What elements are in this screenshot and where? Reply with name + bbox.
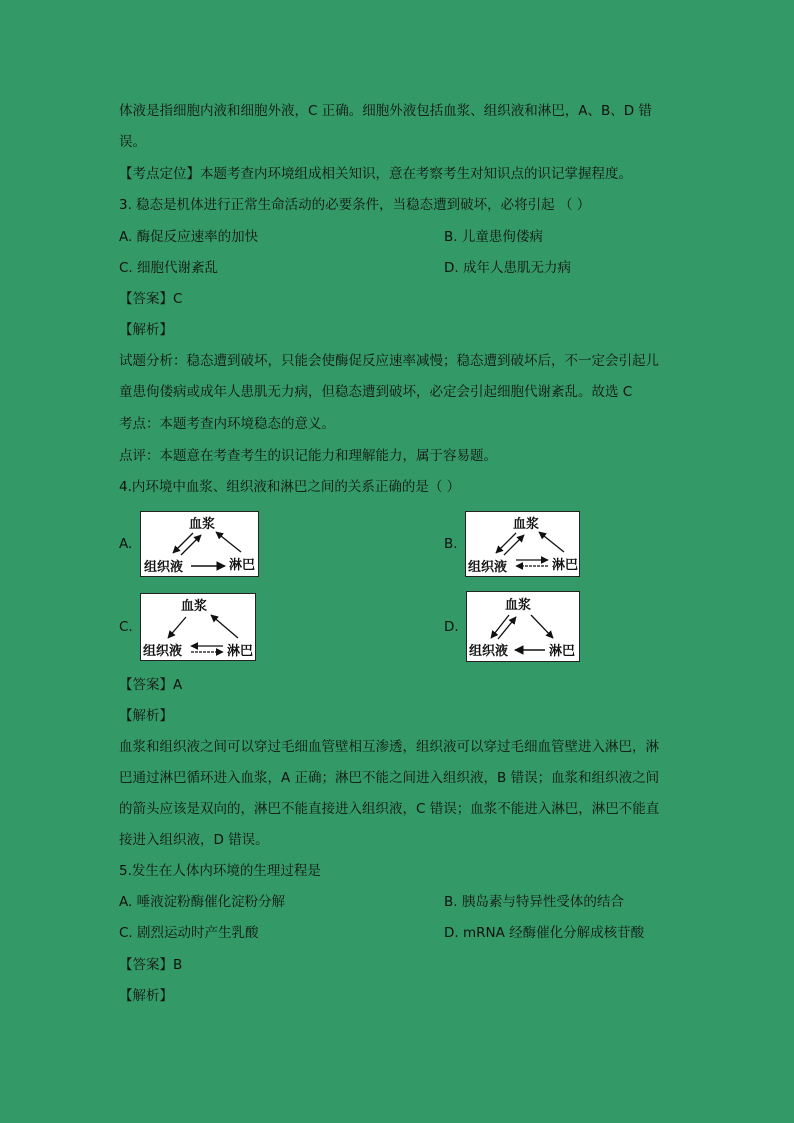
q5-option-b: B. 胰岛素与特异性受体的结合	[444, 894, 624, 910]
q5-option-a: A. 唾液淀粉酶催化淀粉分解	[119, 894, 286, 910]
plasma-label: 血浆	[505, 598, 532, 613]
lymph-label: 淋巴	[229, 558, 256, 573]
plasma-label: 血浆	[181, 599, 208, 614]
question-4: 4.内环境中血浆、组织液和淋巴之间的关系正确的是（ ）	[119, 479, 461, 495]
text-line: 【考点定位】本题考查内环境组成相关知识，意在考察考生对知识点的识记掌握程度。	[119, 166, 632, 182]
lymph-label: 淋巴	[552, 558, 579, 573]
text-line: 血浆和组织液之间可以穿过毛细血管壁相互渗透，组织液可以穿过毛细血管壁进入淋巴，淋	[119, 739, 659, 755]
plasma-label: 血浆	[513, 517, 540, 532]
q3-option-a: A. 酶促反应速率的加快	[119, 229, 259, 245]
tissue-fluid-label: 组织液	[469, 644, 509, 659]
lymph-label: 淋巴	[227, 644, 254, 659]
question-3: 3. 稳态是机体进行正常生命活动的必要条件，当稳态遭到破坏，必将引起 （ ）	[119, 197, 591, 213]
q4-option-c-label: C.	[119, 619, 133, 635]
text-line: 考点：本题考查内环境稳态的意义。	[119, 416, 335, 432]
q3-option-b: B. 儿童患佝偻病	[444, 229, 543, 245]
text-line: 误。	[119, 134, 146, 150]
analysis-label: 【解析】	[119, 708, 173, 724]
tissue-fluid-label: 组织液	[468, 560, 508, 575]
q4-option-d-label: D.	[444, 619, 459, 635]
text-line: 试题分析：稳态遭到破坏，只能会使酶促反应速率减慢；稳态遭到破坏后，不一定会引起儿	[119, 353, 659, 369]
answer-label: 【答案】A	[119, 677, 183, 693]
q5-option-c: C. 剧烈运动时产生乳酸	[119, 925, 259, 941]
text-line: 巴通过淋巴循环进入血浆，A 正确；淋巴不能之间进入组织液，B 错误；血浆和组织液之间	[119, 770, 660, 786]
tissue-fluid-label: 组织液	[143, 644, 183, 659]
q4-option-b-label: B.	[444, 536, 458, 552]
text-line: 点评：本题意在考查考生的识记能力和理解能力，属于容易题。	[119, 448, 497, 464]
text-line: 的箭头应该是双向的，淋巴不能直接进入组织液，C 错误；血浆不能进入淋巴，淋巴不能直	[119, 801, 660, 817]
text-line: 接进入组织液，D 错误。	[119, 832, 269, 848]
q4-diagram-a	[140, 511, 259, 577]
q3-option-d: D. 成年人患肌无力病	[444, 260, 571, 276]
q4-diagram-d	[466, 591, 580, 662]
q3-option-c: C. 细胞代谢紊乱	[119, 260, 219, 276]
analysis-label: 【解析】	[119, 322, 173, 338]
q4-option-a-label: A.	[119, 536, 133, 552]
q4-diagram-c	[140, 593, 256, 661]
answer-label: 【答案】C	[119, 291, 183, 307]
answer-label: 【答案】B	[119, 957, 183, 973]
plasma-label: 血浆	[189, 517, 216, 532]
analysis-label: 【解析】	[119, 988, 173, 1004]
q5-option-d: D. mRNA 经酶催化分解成核苷酸	[444, 925, 645, 941]
question-5: 5.发生在人体内环境的生理过程是	[119, 863, 321, 879]
text-line: 体液是指细胞内液和细胞外液，C 正确。细胞外液包括血浆、组织液和淋巴，A、B、D 错	[119, 103, 652, 119]
q4-diagram-b	[465, 511, 580, 577]
lymph-label: 淋巴	[549, 644, 576, 659]
tissue-fluid-label: 组织液	[144, 560, 184, 575]
text-line: 童患佝偻病或成年人患肌无力病，但稳态遭到破坏，必定会引起细胞代谢紊乱。故选 C	[119, 384, 633, 400]
